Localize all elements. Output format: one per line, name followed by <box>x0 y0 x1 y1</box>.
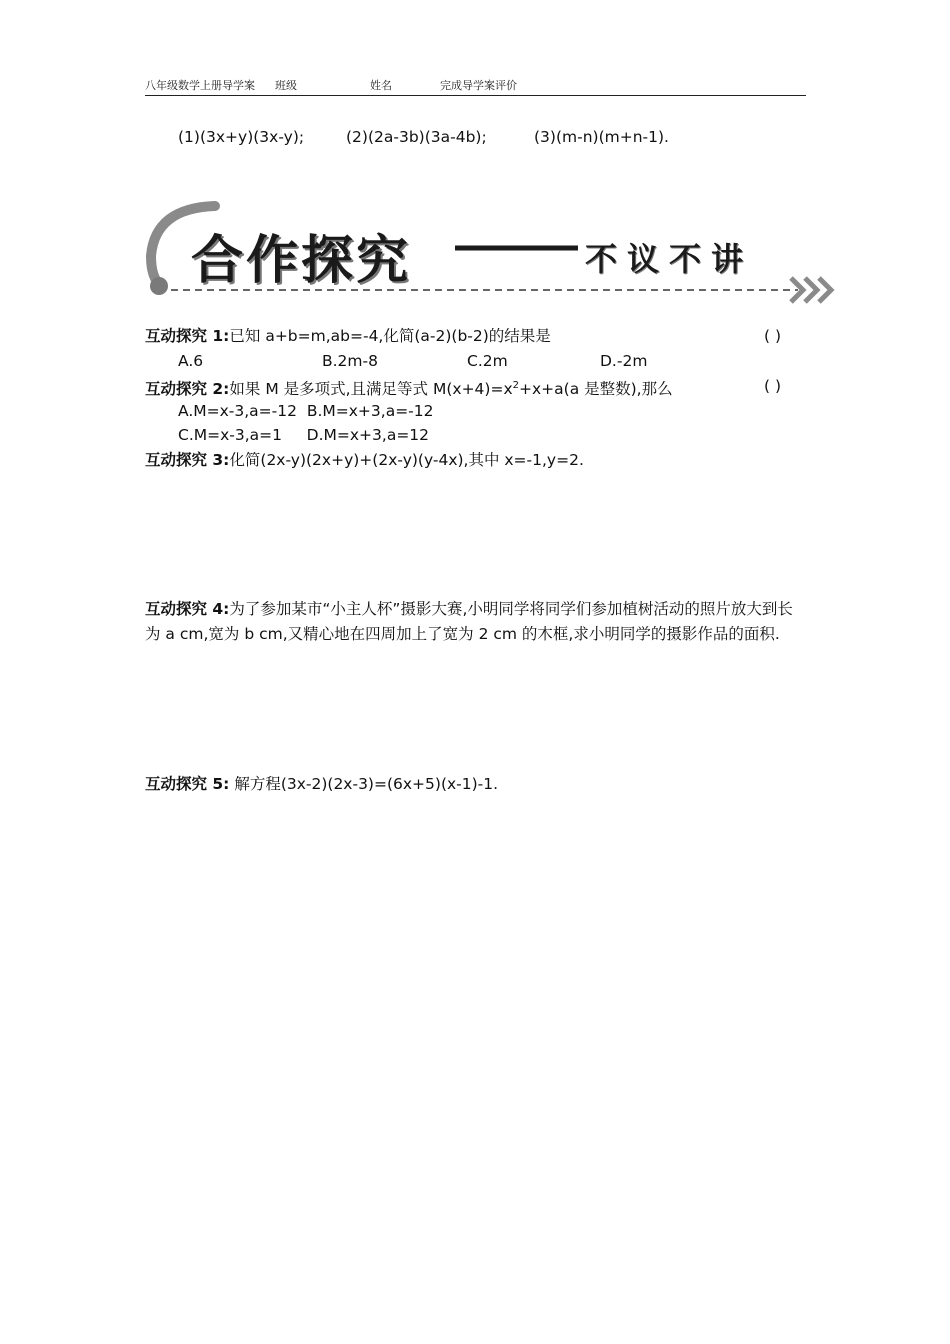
question-1-label: 互动探究 1: <box>145 327 230 345</box>
question-2-superscript: 2 <box>512 380 519 391</box>
header-evaluation-label: 完成导学案评价 <box>440 79 517 92</box>
header-class-label: 班级 <box>275 79 297 92</box>
question-4-text: 为了参加某市“小主人杯”摄影大赛,小明同学将同学们参加植树活动的照片放大到长为 a cm,宽为 b cm,又精心地在四周加上了宽为 2 cm 的木框,求小明同学的摄影作品的面积. <box>145 600 793 643</box>
question-4 <box>145 597 805 647</box>
question-1-option-a: A.6 <box>178 352 204 370</box>
question-4-label: 互动探究 4: <box>145 600 230 618</box>
question-1-answer-bracket: ( ) <box>764 327 782 345</box>
header-name-label: 姓名 <box>370 79 392 92</box>
exercise-2: (2)(2a-3b)(3a-4b); <box>346 128 487 146</box>
question-1-option-b: B.2m-8 <box>322 352 378 370</box>
question-3 <box>145 450 584 470</box>
question-2-answer-bracket: ( ) <box>764 377 782 395</box>
question-1-option-d: D.-2m <box>600 352 648 370</box>
question-5 <box>145 774 498 794</box>
question-3-label: 互动探究 3: <box>145 451 230 469</box>
header-rule <box>145 95 806 96</box>
banner-subtitle: 不议不讲 <box>585 240 754 278</box>
question-3-text: 化简(2x-y)(2x+y)+(2x-y)(y-4x),其中 x=-1,y=2. <box>229 451 584 469</box>
question-2-text-b: +x+a(a 是整数),那么 <box>519 380 673 399</box>
question-2-options-row-1: A.M=x-3,a=-12 B.M=x+3,a=-12 <box>178 402 434 420</box>
exercise-1: (1)(3x+y)(3x-y); <box>178 128 305 146</box>
exercise-3: (3)(m-n)(m+n-1). <box>534 128 669 146</box>
question-1-text: 已知 a+b=m,ab=-4,化简(a-2)(b-2)的结果是 <box>229 327 551 345</box>
header-course-title: 八年级数学上册导学案 <box>145 79 255 92</box>
question-1 <box>145 326 551 346</box>
question-2-options-row-2: C.M=x-3,a=1 D.M=x+3,a=12 <box>178 426 430 444</box>
question-2-label: 互动探究 2: <box>145 380 230 399</box>
question-2-text-a: 如果 M 是多项式,且满足等式 M(x+4)=x <box>229 380 513 399</box>
section-banner <box>143 198 843 308</box>
question-2 <box>145 376 673 399</box>
question-5-text: 解方程(3x-2)(2x-3)=(6x+5)(x-1)-1. <box>229 775 499 793</box>
question-1-option-c: C.2m <box>467 352 508 370</box>
banner-title: 合作探究 <box>191 230 412 291</box>
question-5-label: 互动探究 5: <box>145 775 230 793</box>
